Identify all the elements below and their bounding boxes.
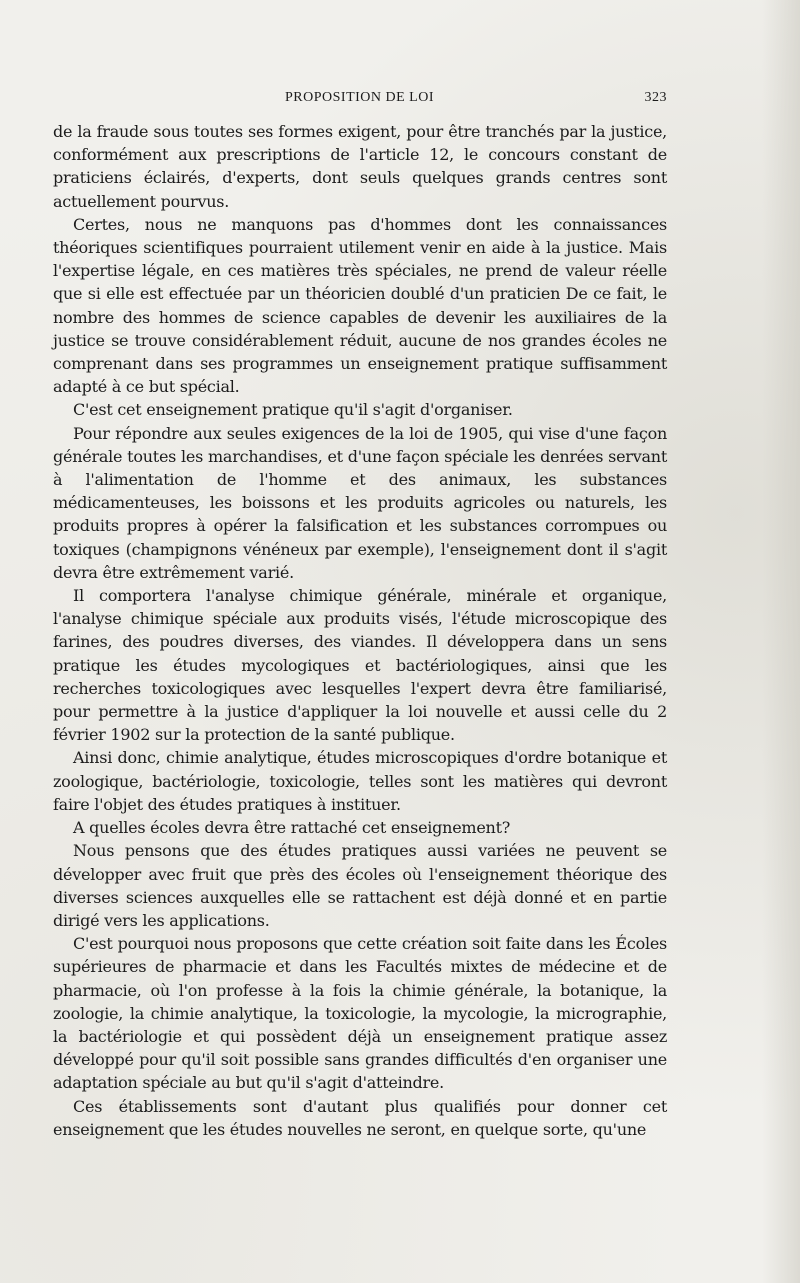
paragraph: Ces établissements sont d'autant plus qualifiés pour donner cet enseignement que les études nouvelles ne seront, en quelque sorte, qu'une [53,1096,667,1139]
paragraph: de la fraude sous toutes ses formes exigent, pour être tranchés par la justice, conformément aux prescriptions de l'article 12, le concours constant de praticiens éclairés, d'experts, dont seuls quelques grands centres sont actuellement pourvus. [53,122,667,211]
running-head [53,90,667,110]
paragraph: Ainsi donc, chimie analytique, études microscopiques d'ordre botanique et zoologique, bactériologie, toxicologie, telles sont les matières qui devront faire l'objet des études pratiques à instituer. [53,748,667,814]
paragraph: C'est pourquoi nous proposons que cette création soit faite dans les Écoles supérieures de pharmacie et dans les Facultés mixtes de médecine et de pharmacie, où l'on professe à la fois la chimie générale, la botanique, la zoologie, la chimie analytique, la toxicologie, la mycologie, la micrographie, la bactériologie et qui possèdent déjà un enseignement pratique assez développé pour qu'il soit possible sans grandes difficultés d'en organiser une adaptation spéciale au but qu'il s'agit d'atteindre. [53,934,667,1093]
paragraph: Certes, nous ne manquons pas d'hommes dont les connaissances théoriques scientifiques pourraient utilement venir en aide à la justice. Mais l'expertise légale, en ces matières très spéciales, ne prend de valeur réelle que si elle est effectuée par un théoricien doublé d'un praticien De ce fait, le nombre des hommes de science capables de devenir les auxiliaires de la justice se trouve considérablement réduit, aucune de nos grandes écoles ne comprenant dans ses programmes un enseignement pratique suffisamment adapté à ce but spécial. [53,214,667,397]
paragraph: Il comportera l'analyse chimique générale, minérale et organique, l'analyse chimique spéciale aux produits visés, l'étude microscopique des farines, des poudres diverses, des viandes. Il développera dans un sens pratique les études mycologiques et bactériologiques, ainsi que les recherches toxicologiques avec lesquelles l'expert devra être familiarisé, pour permettre à la justice d'appliquer la loi nouvelle et aussi celle du 2 février 1902 sur la protection de la santé publique. [53,586,667,745]
body-text [53,120,667,1141]
paragraph: A quelles écoles devra être rattaché cet enseignement? [73,818,511,838]
paragraph: Nous pensons que des études pratiques aussi variées ne peuvent se développer avec fruit que près des écoles où l'enseignement théorique des diverses sciences auxquelles elle se rattachent est déjà donné et en partie dirigé vers les applications. [53,841,667,930]
running-title: PROPOSITION DE LOI [285,90,434,105]
paragraph: C'est cet enseignement pratique qu'il s'agit d'organiser. [73,400,513,420]
paragraph: Pour répondre aux seules exigences de la loi de 1905, qui vise d'une façon générale toutes les marchandises, et d'une façon spéciale les denrées servant à l'alimentation de l'homme et des animaux, les substances médicamenteuses, les boissons et les produits agricoles ou naturels, les produits propres à opérer la falsification et les substances corrompues ou toxiques (champignons vénéneux par exemple), l'enseignement dont il s'agit devra être extrêmement varié. [53,423,667,582]
page-number: 323 [644,90,667,105]
page-edge-shadow [762,0,800,1283]
